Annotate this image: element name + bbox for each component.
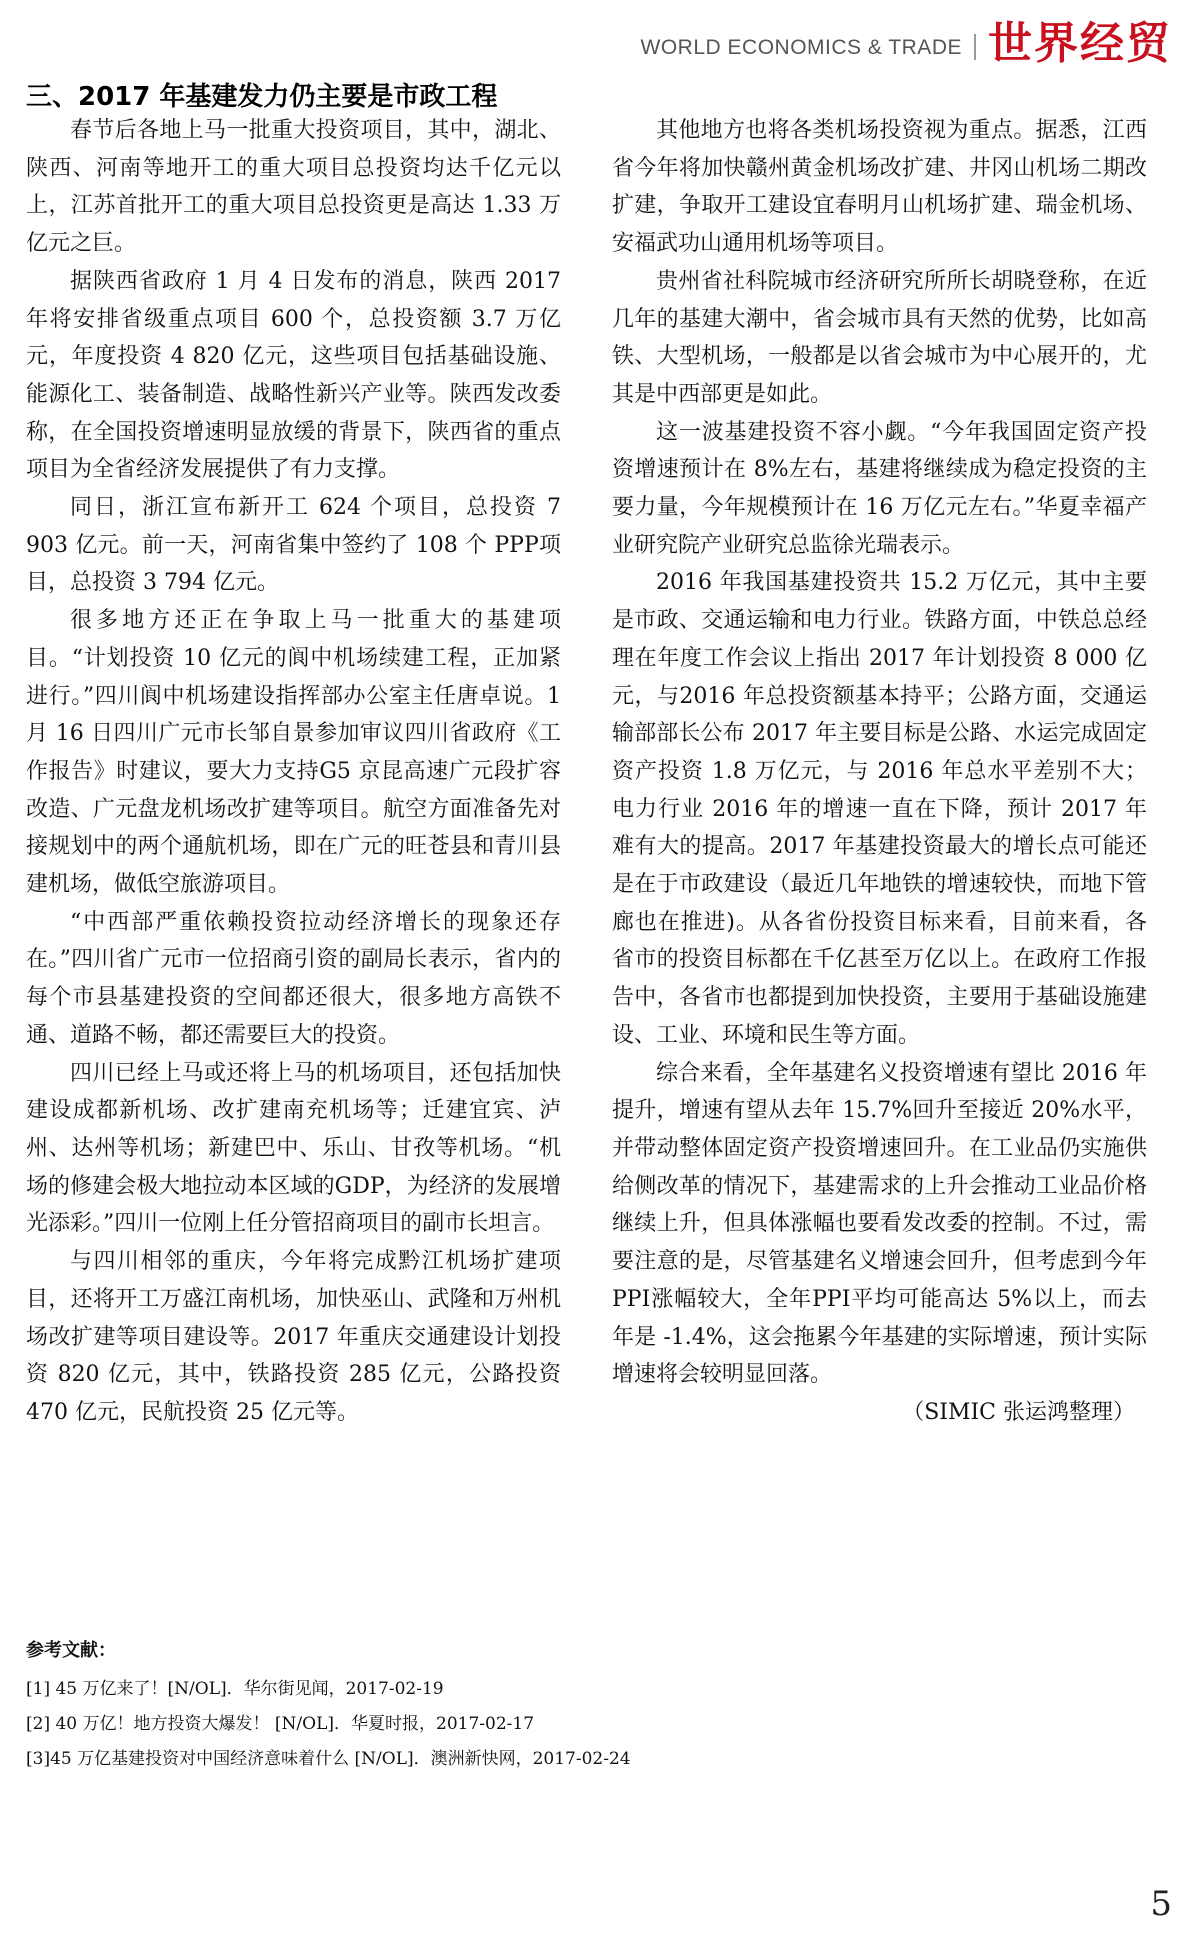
paragraph: 贵州省社科院城市经济研究所所长胡晓登称，在近几年的基建大潮中，省会城市具有天然的优势，比如高铁、大型机场，一般都是以省会城市为中心展开的，尤其是中西部更是如此。 (612, 268, 1147, 407)
paragraph: 同日，浙江宣布新开工 624 个项目，总投资 7 903 亿元。前一天，河南省集中签约了 108 个 PPP项目，总投资 3 794 亿元。 (26, 495, 561, 596)
paragraph: 四川已经上马或还将上马的机场项目，还包括加快建设成都新机场、改扩建南充机场等；迁建宜宾、泸州、达州等机场；新建巴中、乐山、甘孜等机场。“机场的修建会极大地拉动本区域的GDP，为经济的发展增光添彩。”四川一位刚上任分管招商项目的副市长坦言。 (26, 1060, 561, 1237)
author-signature: （SIMIC 张运鸿整理） (902, 1399, 1135, 1425)
publication-name-en: WORLD ECONOMICS & TRADE (640, 36, 962, 59)
paragraph: 很多地方还正在争取上马一批重大的基建项目。“计划投资 10 亿元的阆中机场续建工程，正加紧进行。”四川阆中机场建设指挥部办公室主任唐卓说。1 月 16 日四川广元市长邹自景参加审议四川省政府《工作报告》时建议，要大力支持G5 京昆高速广元段扩容改造、广元盘龙机场改扩建等项目。航空方面准备先对接规划中的两个通航机场，即在广元的旺苍县和青川县建机场，做低空旅游项目。 (26, 608, 561, 898)
right-column (612, 112, 1147, 1432)
page-header (640, 18, 1172, 69)
paragraph: 综合来看，全年基建名义投资增速有望比 2016 年提升，增速有望从去年 15.7%回升至接近 20%水平，并带动整体固定资产投资增速回升。在工业品仍实施供给侧改革的情况下，基建需求的上升会推动工业品价格继续上升，但具体涨幅也要看发改委的控制。不过，需要注意的是，尽管基建名义增速会回升，但考虑到今年PPI涨幅较大，全年PPI平均可能高达 5%以上，而去年是 -1.4%，这会拖累今年基建的实际增速，预计实际增速将会较明显回落。 (612, 1060, 1147, 1388)
reference-item: [3]45 万亿基建投资对中国经济意味着什么 [N/OL]．澳洲新快网，2017-02-24 (26, 1749, 631, 1769)
publication-name-cn: 世界经贸 (988, 18, 1172, 69)
paragraph: 据陕西省政府 1 月 4 日发布的消息，陕西 2017 年将安排省级重点项目 600 个，总投资额 3.7 万亿元，年度投资 4 820 亿元，这些项目包括基础设施、能源化工、装备制造、战略性新兴产业等。陕西发改委称，在全国投资增速明显放缓的背景下，陕西省的重点项目为全省经济发展提供了有力支撑。 (26, 268, 561, 483)
reference-item: [1] 45 万亿来了！[N/OL]．华尔街见闻，2017-02-19 (26, 1679, 444, 1699)
page-number: 5 (1150, 1884, 1172, 1924)
left-column (26, 112, 561, 1432)
reference-item: [2] 40 万亿！地方投资大爆发！ [N/OL]．华夏时报，2017-02-17 (26, 1714, 535, 1734)
references-list (26, 1672, 1176, 1777)
header-divider (974, 34, 976, 60)
paragraph: 这一波基建投资不容小觑。“今年我国固定资产投资增速预计在 8%左右，基建将继续成为稳定投资的主要力量，今年规模预计在 16 万亿元左右。”华夏幸福产业研究院产业研究总监徐光瑞表示。 (612, 419, 1147, 558)
paragraph: 春节后各地上马一批重大投资项目，其中，湖北、陕西、河南等地开工的重大项目总投资均达千亿元以上，江苏首批开工的重大项目总投资更是高达 1.33 万亿元之巨。 (26, 118, 561, 257)
references-title: 参考文献： (26, 1640, 116, 1661)
paragraph: 与四川相邻的重庆，今年将完成黔江机场扩建项目，还将开工万盛江南机场，加快巫山、武隆和万州机场改扩建等项目建设等。2017 年重庆交通建设计划投资 820 亿元，其中，铁路投资 285 亿元，公路投资 470 亿元，民航投资 25 亿元等。 (26, 1249, 561, 1425)
paragraph: 2016 年我国基建投资共 15.2 万亿元，其中主要是市政、交通运输和电力行业。铁路方面，中铁总总经理在年度工作会议上指出 2017 年计划投资 8 000 亿元，与2016 年总投资额基本持平；公路方面，交通运输部部长公布 2017 年主要目标是公路、水运完成固定资产投资 1.8 万亿元，与 2016 年总水平差别不大；电力行业 2016 年的增速一直在下降，预计 2017 年难有大的提高。2017 年基建投资最大的增长点可能还是在于市政建设（最近几年地铁的增速较快，而地下管廊也在推进)。从各省份投资目标来看，目前来看，各省市的投资目标都在千亿甚至万亿以上。在政府工作报告中，各省市也都提到加快投资，主要用于基础设施建设、工业、环境和民生等方面。 (612, 570, 1147, 1048)
references-section (26, 1633, 1176, 1777)
section-title: 三、2017 年基建发力仍主要是市政工程 (26, 82, 498, 112)
paragraph: “中西部严重依赖投资拉动经济增长的现象还存在。”四川省广元市一位招商引资的副局长表示，省内的每个市县基建投资的空间都还很大，很多地方高铁不通、道路不畅，都还需要巨大的投资。 (26, 909, 561, 1048)
paragraph: 其他地方也将各类机场投资视为重点。据悉，江西省今年将加快赣州黄金机场改扩建、井冈山机场二期改扩建，争取开工建设宜春明月山机场扩建、瑞金机场、安福武功山通用机场等项目。 (612, 118, 1147, 257)
